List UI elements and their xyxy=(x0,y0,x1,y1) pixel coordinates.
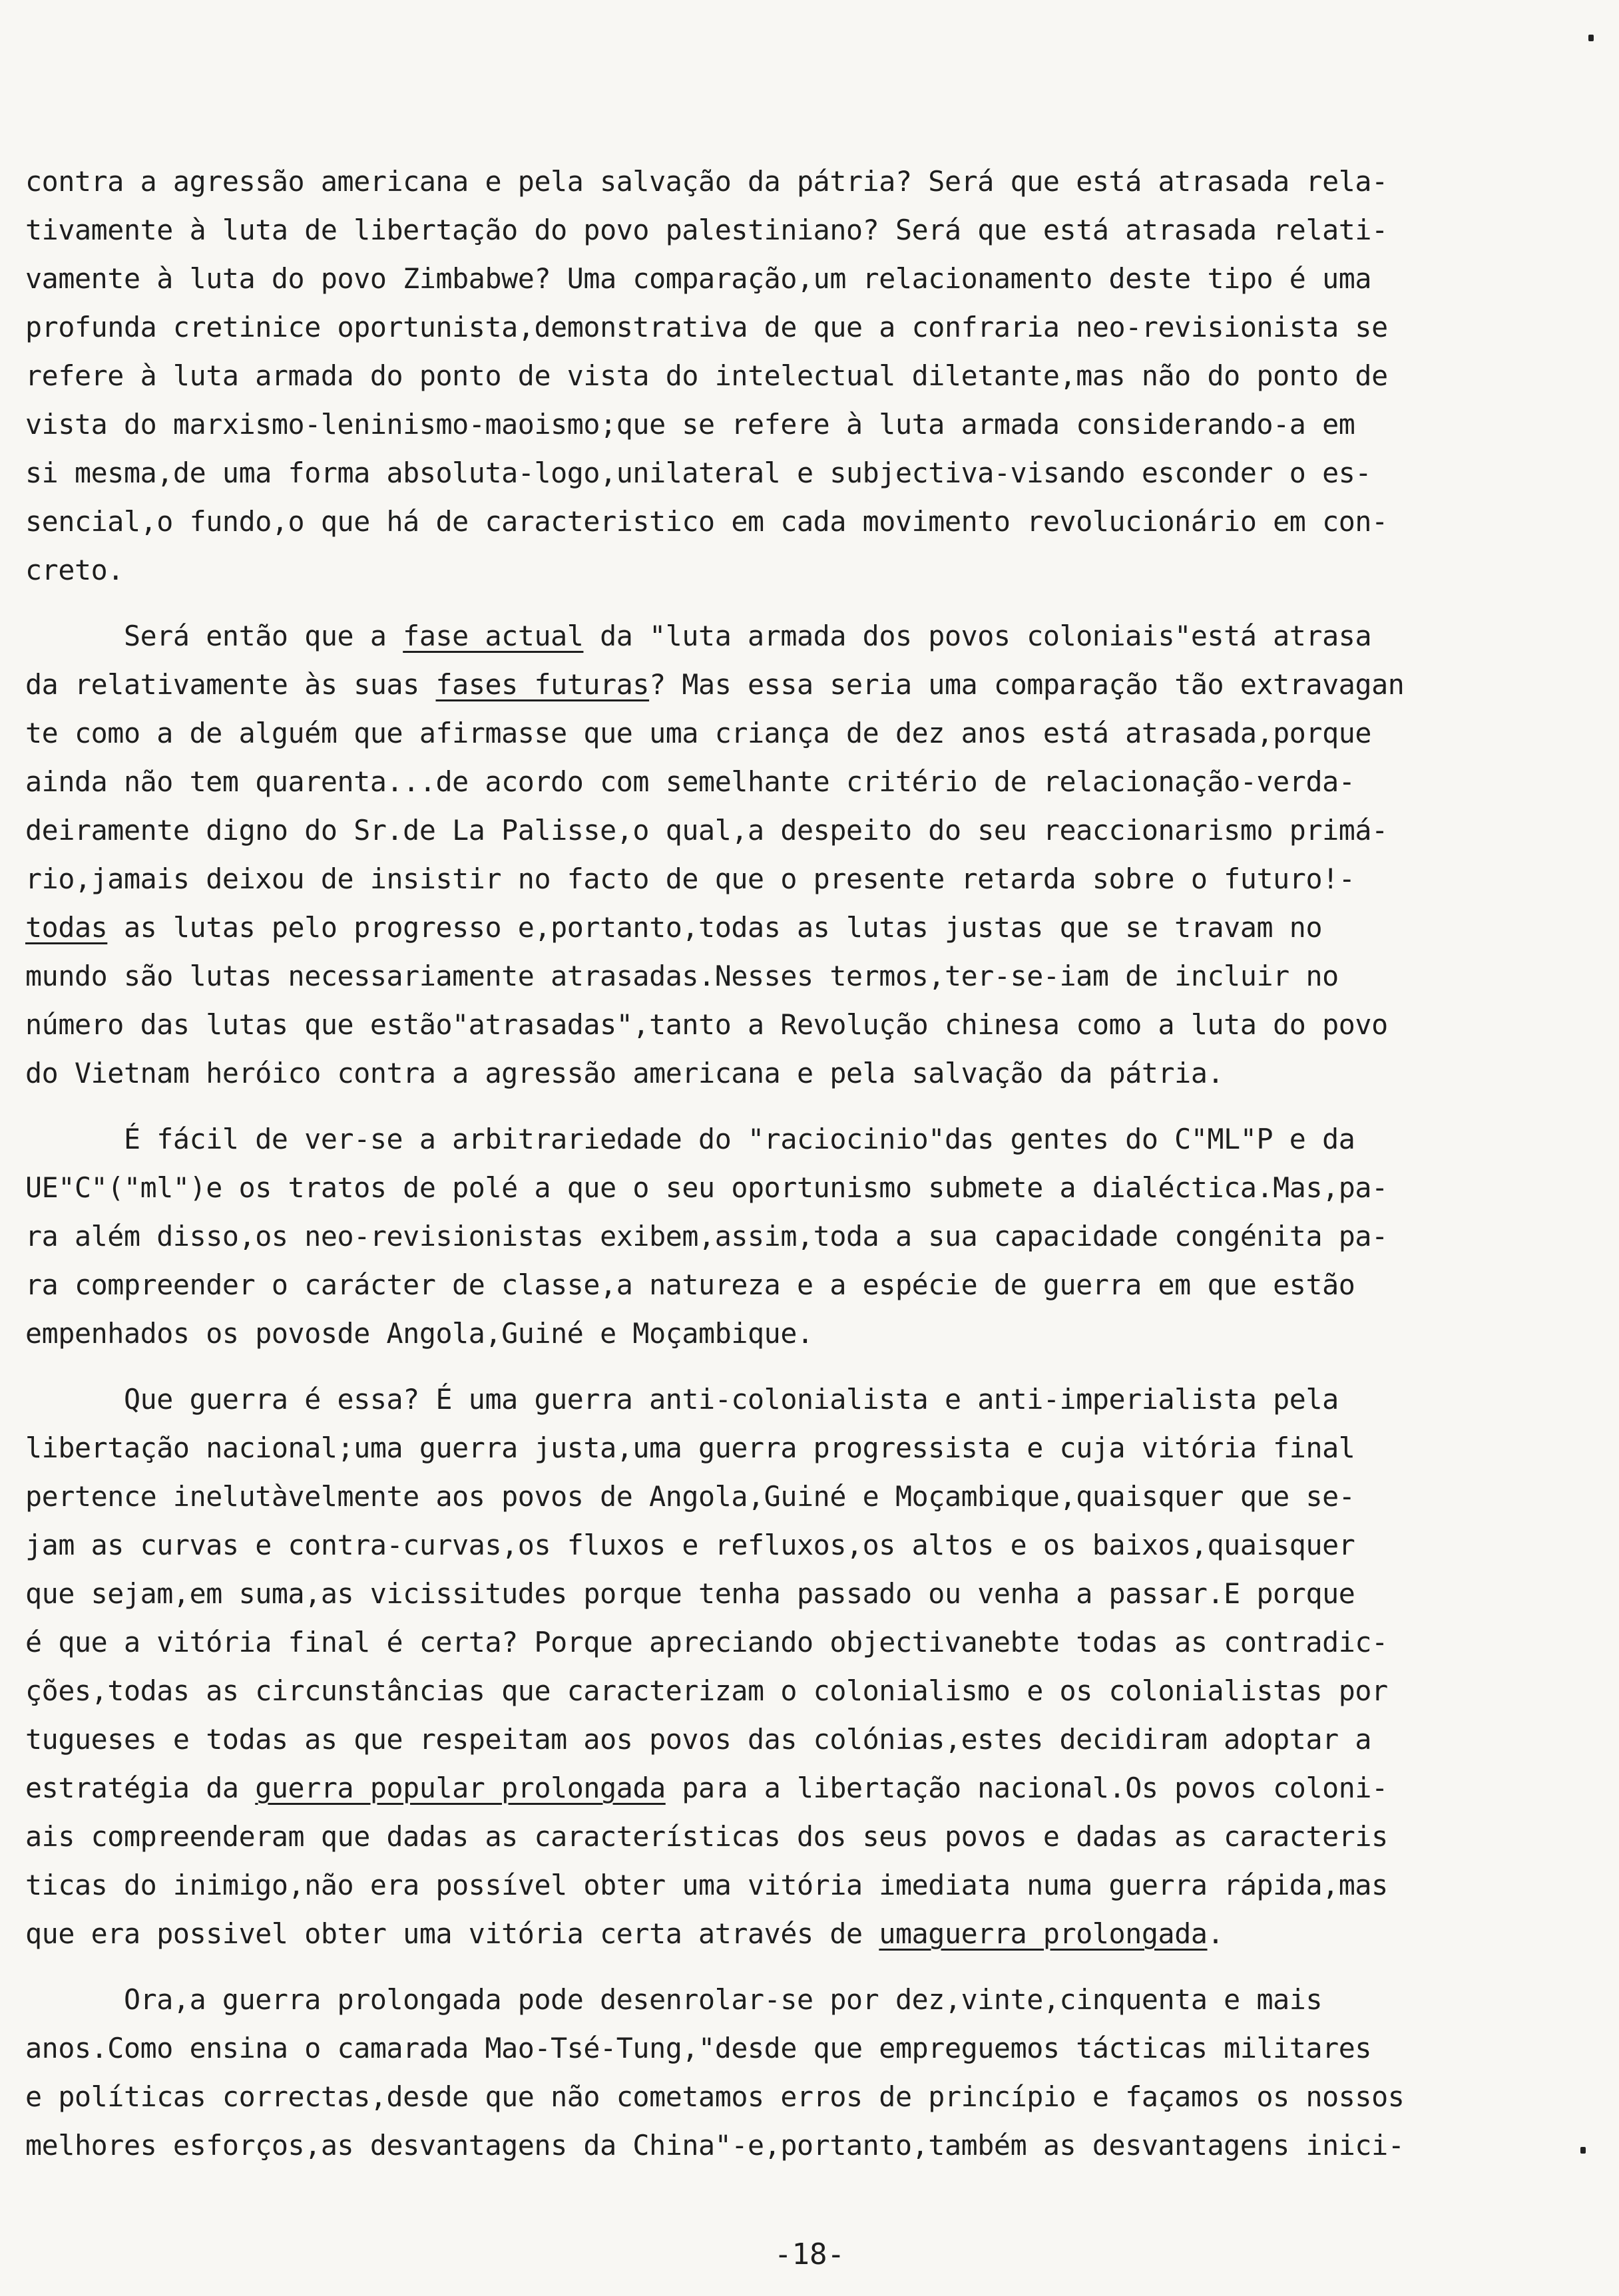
text-run: Ora,a guerra prolongada pode desenrolar-se por dez,vinte,cinquenta e mais xyxy=(25,1983,1323,2016)
text-line xyxy=(25,903,1470,952)
margin-mark xyxy=(1580,2147,1586,2154)
text-line xyxy=(25,254,1470,303)
text-line xyxy=(25,952,1470,1000)
text-run: UE"C"("ml")e os tratos de polé a que o seu oportunismo submete a dialéctica.Mas,pa- xyxy=(25,1171,1388,1204)
text-run: mundo são lutas necessariamente atrasadas.Nesses termos,ter-se-iam de incluir no xyxy=(25,960,1339,992)
text-run: pertence inelutàvelmente aos povos de Angola,Guiné e Moçambique,quaisquer que se- xyxy=(25,1480,1355,1513)
text-run: é que a vitória final é certa? Porque apreciando objectivanebte todas as contradic- xyxy=(25,1626,1388,1658)
paragraph xyxy=(25,157,1483,594)
text-line xyxy=(25,1715,1470,1764)
text-line xyxy=(25,1163,1470,1212)
document-body xyxy=(25,157,1483,2170)
text-line xyxy=(25,303,1470,351)
text-line xyxy=(25,855,1470,903)
text-line xyxy=(25,2072,1470,2121)
text-line xyxy=(25,497,1470,546)
underlined-text: todas xyxy=(25,911,108,944)
text-run: tugueses e todas as que respeitam aos povos das colónias,estes decidiram adoptar a xyxy=(25,1723,1372,1756)
text-run: libertação nacional;uma guerra justa,uma guerra progressista e cuja vitória final xyxy=(25,1432,1355,1464)
text-run: . xyxy=(1207,1917,1224,1950)
text-line xyxy=(25,1666,1470,1715)
paragraph-gap xyxy=(25,1358,1483,1375)
text-line xyxy=(25,1909,1470,1958)
text-run: vista do marxismo-leninismo-maoismo;que se refere à luta armada considerando-a em xyxy=(25,408,1355,441)
text-line xyxy=(25,546,1470,594)
text-line xyxy=(25,1472,1470,1521)
text-line xyxy=(25,1115,1470,1163)
margin-mark xyxy=(1588,35,1594,41)
text-line xyxy=(25,1309,1470,1358)
text-run: deiramente digno do Sr.de La Palisse,o qual,a despeito do seu reaccionarismo primá- xyxy=(25,814,1388,847)
paragraph-gap xyxy=(25,1958,1483,1975)
text-line xyxy=(25,1000,1470,1049)
text-run: melhores esforços,as desvantagens da China"-e,portanto,também as desvantagens inici- xyxy=(25,2129,1405,2162)
text-line xyxy=(25,1049,1470,1097)
text-run: ainda não tem quarenta...de acordo com semelhante critério de relacionação-verda- xyxy=(25,765,1355,798)
text-run: e políticas correctas,desde que não cometamos erros de princípio e façamos os nossos xyxy=(25,2080,1405,2113)
paragraph xyxy=(25,1375,1483,1958)
paragraph-gap xyxy=(25,1097,1483,1115)
text-line xyxy=(25,351,1470,400)
text-line xyxy=(25,1375,1470,1424)
text-line xyxy=(25,1260,1470,1309)
text-run: te como a de alguém que afirmasse que uma criança de dez anos está atrasada,porque xyxy=(25,717,1372,749)
text-run: do Vietnam heróico contra a agressão americana e pela salvação da pátria. xyxy=(25,1057,1224,1089)
paragraph-gap xyxy=(25,594,1483,612)
text-line xyxy=(25,612,1470,660)
text-line xyxy=(25,806,1470,855)
text-line xyxy=(25,1212,1470,1260)
text-run: anos.Como ensina o camarada Mao-Tsé-Tung,"desde que empreguemos tácticas militares xyxy=(25,2032,1372,2064)
text-run: ticas do inimigo,não era possível obter uma vitória imediata numa guerra rápida,mas xyxy=(25,1869,1388,1901)
text-line xyxy=(25,1861,1470,1909)
paragraph xyxy=(25,1975,1483,2170)
text-run: para a libertação nacional.Os povos coloni- xyxy=(665,1772,1388,1804)
text-run: Que guerra é essa? É uma guerra anti-colonialista e anti-imperialista pela xyxy=(25,1383,1339,1416)
text-line xyxy=(25,157,1470,206)
text-line xyxy=(25,1975,1470,2024)
text-run: profunda cretinice oportunista,demonstrativa de que a confraria neo-revisionista se xyxy=(25,311,1388,343)
text-run: ções,todas as circunstâncias que caracterizam o colonialismo e os colonialistas por xyxy=(25,1674,1388,1707)
text-run: ais compreenderam que dadas as características dos seus povos e dadas as caracteris xyxy=(25,1820,1388,1853)
text-line xyxy=(25,206,1470,254)
text-line xyxy=(25,2024,1470,2072)
page-number: -18- xyxy=(774,2237,845,2271)
text-run: as lutas pelo progresso e,portanto,todas as lutas justas que se travam no xyxy=(107,911,1323,944)
text-line xyxy=(25,757,1470,806)
text-run: rio,jamais deixou de insistir no facto de que o presente retarda sobre o futuro!- xyxy=(25,862,1355,895)
text-run: vamente à luta do povo Zimbabwe? Uma comparação,um relacionamento deste tipo é uma xyxy=(25,262,1372,295)
paragraph xyxy=(25,1115,1483,1358)
text-run: creto. xyxy=(25,554,124,586)
text-run: tivamente à luta de libertação do povo palestiniano? Será que está atrasada relati- xyxy=(25,214,1388,246)
text-run: ra compreender o carácter de classe,a natureza e a espécie de guerra em que estão xyxy=(25,1268,1355,1301)
text-line xyxy=(25,449,1470,497)
text-run: ra além disso,os neo-revisionistas exibem,assim,toda a sua capacidade congénita pa- xyxy=(25,1220,1388,1252)
text-run: jam as curvas e contra-curvas,os fluxos e refluxos,os altos e os baixos,quaisquer xyxy=(25,1529,1355,1561)
text-line xyxy=(25,1618,1470,1666)
text-run: contra a agressão americana e pela salvação da pátria? Será que está atrasada rela- xyxy=(25,165,1388,198)
text-line xyxy=(25,2121,1470,2170)
text-run: Será então que a xyxy=(25,620,403,652)
text-run: da "luta armada dos povos coloniais"está atrasa xyxy=(583,620,1372,652)
text-line xyxy=(25,1812,1470,1861)
underlined-text: guerra popular prolongada xyxy=(255,1772,666,1804)
underlined-text: fases futuras xyxy=(435,668,650,701)
text-line xyxy=(25,660,1470,709)
text-run: número das lutas que estão"atrasadas",tanto a Revolução chinesa como a luta do povo xyxy=(25,1008,1388,1041)
text-run: sencial,o fundo,o que há de caracteristico em cada movimento revolucionário em con- xyxy=(25,505,1388,538)
text-line xyxy=(25,1521,1470,1569)
text-run: que sejam,em suma,as vicissitudes porque tenha passado ou venha a passar.E porque xyxy=(25,1577,1355,1610)
text-line xyxy=(25,1569,1470,1618)
paragraph xyxy=(25,612,1483,1097)
text-run: É fácil de ver-se a arbitrariedade do "raciocinio"das gentes do C"ML"P e da xyxy=(25,1123,1355,1155)
text-line xyxy=(25,400,1470,449)
text-line xyxy=(25,709,1470,757)
text-line xyxy=(25,1424,1470,1472)
text-run: empenhados os povosde Angola,Guiné e Moçambique. xyxy=(25,1317,813,1350)
underlined-text: umaguerra prolongada xyxy=(879,1917,1208,1950)
text-run: refere à luta armada do ponto de vista do intelectual diletante,mas não do ponto de xyxy=(25,359,1388,392)
text-run: si mesma,de uma forma absoluta-logo,unilateral e subjectiva-visando esconder o es- xyxy=(25,457,1372,489)
text-run: estratégia da xyxy=(25,1772,256,1804)
text-line xyxy=(25,1764,1470,1812)
underlined-text: fase actual xyxy=(403,620,584,652)
text-run: ? Mas essa seria uma comparação tão extravagan xyxy=(649,668,1405,701)
text-run: da relativamente às suas xyxy=(25,668,436,701)
text-run: que era possivel obter uma vitória certa através de xyxy=(25,1917,879,1950)
